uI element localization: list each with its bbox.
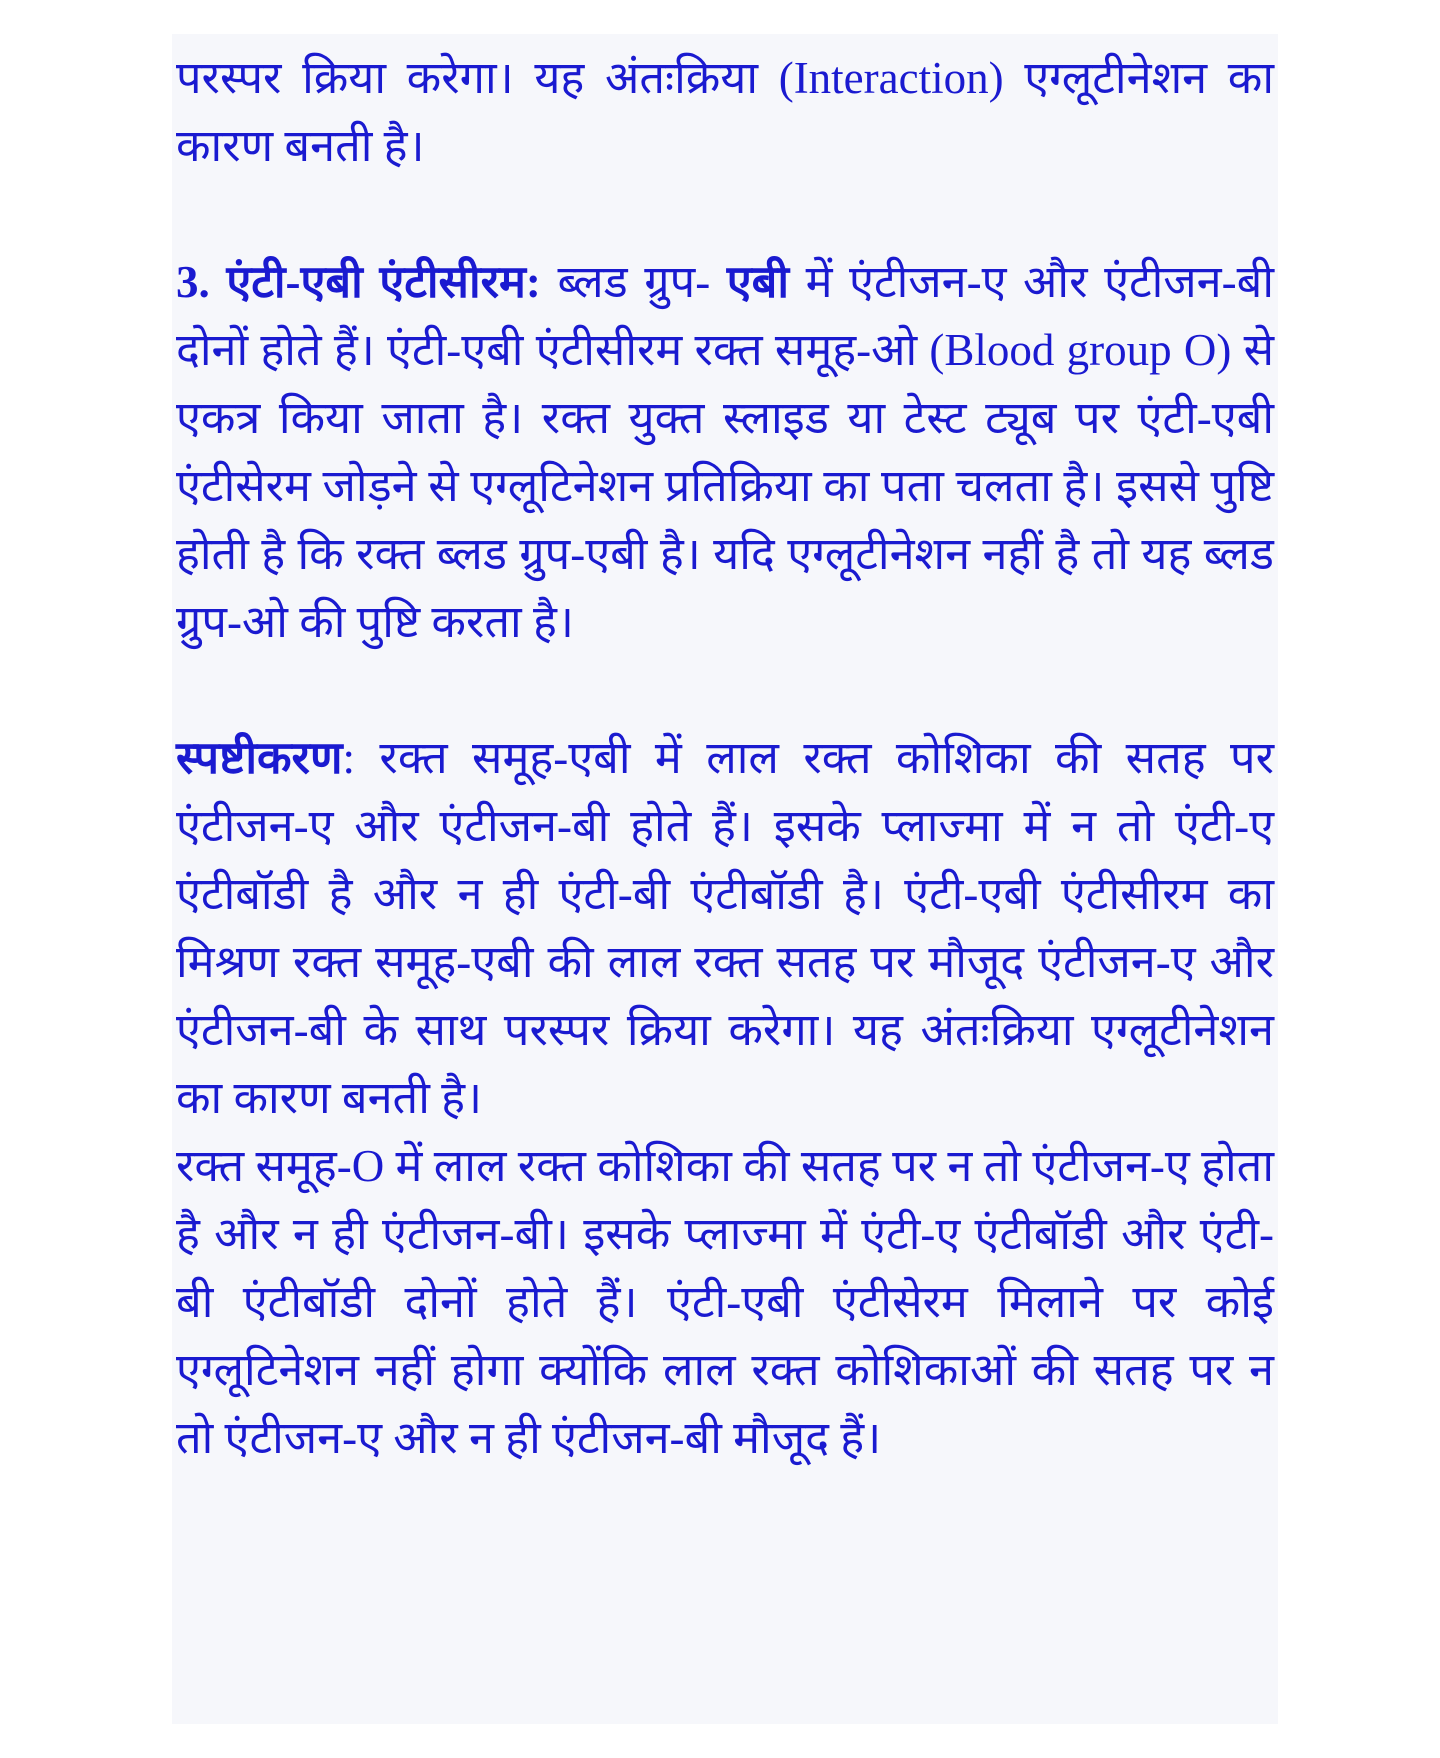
- paragraph-explanation: [176, 724, 1274, 1132]
- section-heading-explanation: स्पष्टीकरण: [176, 733, 343, 783]
- document-page: [172, 34, 1278, 1724]
- paragraph-blood-group-o: रक्त समूह-O में लाल रक्त कोशिका की सतह पर न तो एंटीजन-ए होता है और न ही एंटीजन-बी। इसके प्लाज्मा में एंटी-ए एंटीबॉडी और एंटी-बी एंटीबॉडी दोनों होते हैं। एंटी-एबी एंटीसेरम मिलाने पर कोई एग्लूटिनेशन नहीं होगा क्योंकि लाल रक्त कोशिकाओं की सतह पर न तो एंटीजन-ए और न ही एंटीजन-बी मौजूद हैं।: [176, 1141, 1274, 1463]
- section-heading-anti-ab-antiserum: 3. एंटी-एबी एंटीसीरम:: [176, 257, 541, 307]
- paragraph-interaction-continuation: परस्पर क्रिया करेगा। यह अंतःक्रिया (Interaction) एग्लूटीनेशन का कारण बनती है।: [176, 53, 1274, 171]
- paragraph-text: : रक्त समूह-एबी में लाल रक्त कोशिका की सतह पर एंटीजन-ए और एंटीजन-बी होते हैं। इसके प्लाज्मा में न तो एंटी-ए एंटीबॉडी है और न ही एंटी-बी एंटीबॉडी है। एंटी-एबी एंटीसीरम का मिश्रण रक्त समूह-एबी की लाल रक्त सतह पर मौजूद एंटीजन-ए और एंटीजन-बी के साथ परस्पर क्रिया करेगा। यह अंतःक्रिया एग्लूटीनेशन का कारण बनती है।: [176, 733, 1274, 1123]
- paragraph-text: में एंटीजन-ए और एंटीजन-बी दोनों होते हैं। एंटी-एबी एंटीसीरम रक्त समूह-ओ (Blood group O) से एकत्र किया जाता है। रक्त युक्त स्लाइड या टेस्ट ट्यूब पर एंटी-एबी एंटीसेरम जोड़ने से एग्लूटिनेशन प्रतिक्रिया का पता चलता है। इससे पुष्टि होती है कि रक्त ब्लड ग्रुप-एबी है। यदि एग्लूटीनेशन नहीं है तो यह ब्लड ग्रुप-ओ की पुष्टि करता है।: [176, 257, 1274, 647]
- paragraph-anti-ab-antiserum: [176, 248, 1274, 656]
- paragraph-spacer: [176, 656, 1274, 724]
- paragraph-spacer: [176, 180, 1274, 248]
- emphasis-ab: एबी: [726, 257, 789, 307]
- paragraph-text: ब्लड ग्रुप-: [540, 257, 727, 307]
